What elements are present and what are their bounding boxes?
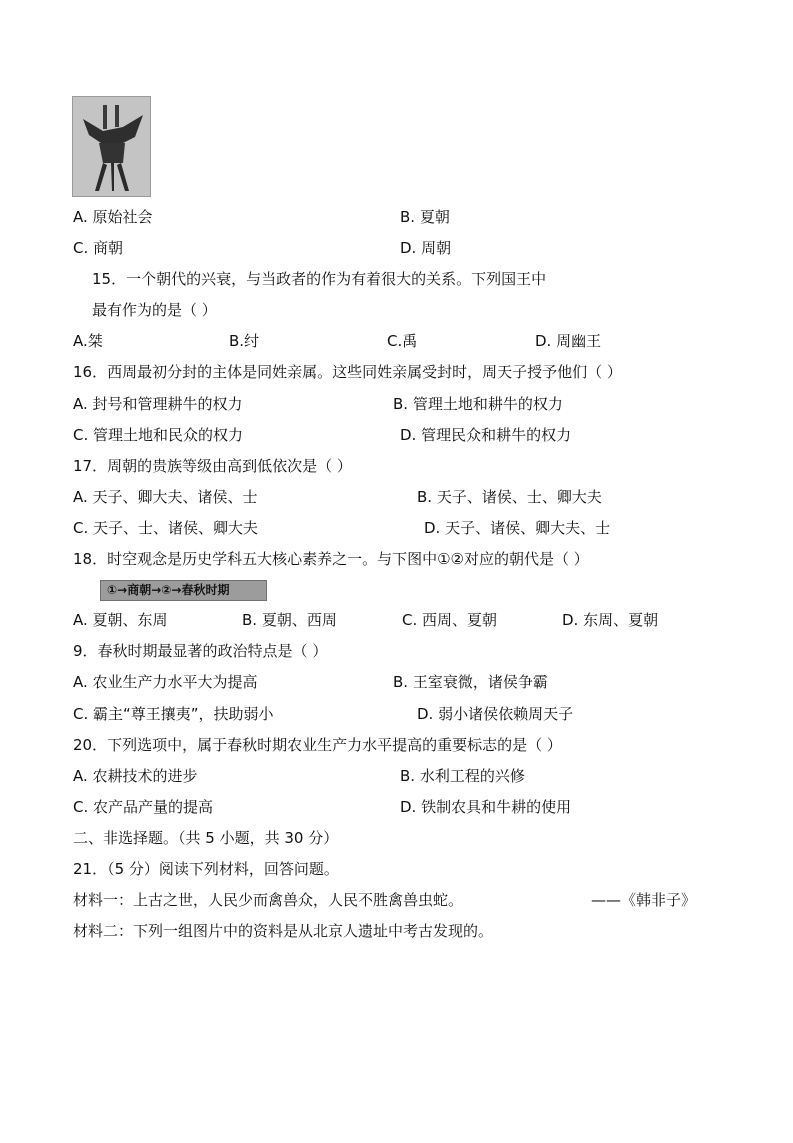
q16-option-d: D. 管理民众和耕牛的权力 <box>400 426 572 444</box>
bronze-vessel-image <box>72 96 151 197</box>
q15-option-d: D. 周幽王 <box>535 332 602 350</box>
q16-stem: 16．西周最初分封的主体是同姓亲属。这些同姓亲属受封时，周天子授予他们（ ） <box>73 363 622 381</box>
q14-option-a: A. 原始社会 <box>73 208 153 226</box>
q19-option-b: B. 王室衰微，诸侯争霸 <box>393 673 548 691</box>
q20-stem: 20．下列选项中，属于春秋时期农业生产力水平提高的重要标志的是（ ） <box>73 736 562 754</box>
q16-option-a: A. 封号和管理耕牛的权力 <box>73 395 243 413</box>
q15-option-c: C.禹 <box>387 332 418 350</box>
q19-option-a: A. 农业生产力水平大为提高 <box>73 673 258 691</box>
q15-option-b: B.纣 <box>229 332 260 350</box>
section-heading: 二、非选择题。（共 5 小题，共 30 分） <box>73 829 339 847</box>
q17-option-a: A. 天子、卿大夫、诸侯、士 <box>73 488 258 506</box>
q19-option-c: C. 霸主“尊王攘夷”，扶助弱小 <box>73 705 274 723</box>
q14-option-c: C. 商朝 <box>73 239 124 257</box>
q18-option-a: A. 夏朝、东周 <box>73 611 168 629</box>
q21-stem: 21．（5 分）阅读下列材料，回答问题。 <box>73 860 339 878</box>
bronze-jue-icon <box>73 97 150 196</box>
q18-option-b: B. 夏朝、西周 <box>242 611 337 629</box>
q20-option-b: B. 水利工程的兴修 <box>400 767 525 785</box>
q14-option-d: D. 周朝 <box>400 239 452 257</box>
q16-option-c: C. 管理土地和民众的权力 <box>73 426 244 444</box>
q17-stem: 17．周朝的贵族等级由高到低依次是（ ） <box>73 457 352 475</box>
q17-option-c: C. 天子、士、诸侯、卿大夫 <box>73 519 259 537</box>
q17-option-b: B. 天子、诸侯、士、卿大夫 <box>417 488 602 506</box>
q18-option-d: D. 东周、夏朝 <box>562 611 659 629</box>
q15-stem-line1: 15．一个朝代的兴衰，与当政者的作为有着很大的关系。下列国王中 <box>92 270 547 288</box>
q21-material1: 材料一：上古之世，人民少而禽兽众，人民不胜禽兽虫蛇。 <box>73 891 464 909</box>
q20-option-d: D. 铁制农具和牛耕的使用 <box>400 798 572 816</box>
q20-option-a: A. 农耕技术的进步 <box>73 767 198 785</box>
q15-option-a: A.桀 <box>73 332 103 350</box>
q18-stem: 18．时空观念是历史学科五大核心素养之一。与下图中①②对应的朝代是（ ） <box>73 550 589 568</box>
q19-stem: 9．春秋时期最显著的政治特点是（ ） <box>73 642 328 660</box>
q17-option-d: D. 天子、诸侯、卿大夫、士 <box>424 519 611 537</box>
q20-option-c: C. 农产品产量的提高 <box>73 798 214 816</box>
q18-option-c: C. 西周、夏朝 <box>402 611 498 629</box>
q15-stem-line2: 最有作为的是（ ） <box>92 301 217 319</box>
q18-timeline-figure: ①→商朝→②→春秋时期 <box>100 580 267 601</box>
q14-option-b: B. 夏朝 <box>400 208 450 226</box>
q19-option-d: D. 弱小诸侯依赖周天子 <box>417 705 574 723</box>
q21-material2: 材料二：下列一组图片中的资料是从北京人遗址中考古发现的。 <box>73 922 494 940</box>
q16-option-b: B. 管理土地和耕牛的权力 <box>393 395 563 413</box>
q21-material1-source: ——《韩非子》 <box>591 891 697 909</box>
